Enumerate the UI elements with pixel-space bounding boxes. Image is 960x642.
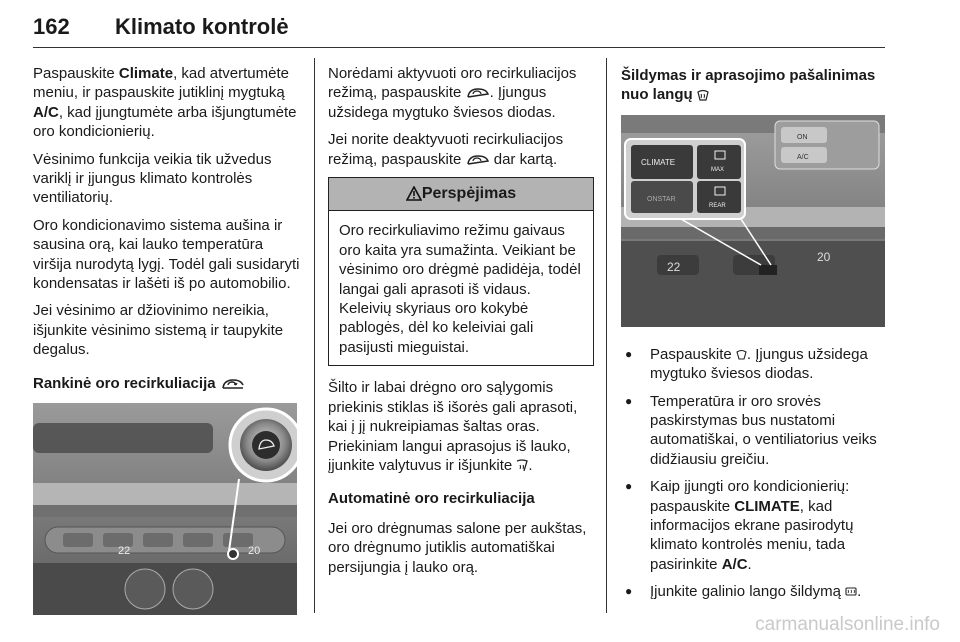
section-heading: Rankinė oro recirkuliacija [33,374,305,393]
warning-header: Perspėjimas [329,178,593,211]
paragraph: Jei norite deaktyvuoti recirkuliacijos režimą, paspauskite dar kartą. [328,131,564,168]
recirculation-icon [466,87,490,99]
button-climate-label: CLIMATE [641,157,676,167]
column-1 [33,64,305,615]
column-2 [328,64,594,585]
defrost-controls-photo [621,115,885,327]
list-item: ● Įjunkite galinio lango šildymą . [621,582,886,601]
chapter-title: Klimato kontrolė [115,14,289,39]
paragraph: Oro kondicionavimo sistema aušina ir sausina orą, kai lauko temperatūra viršija nurodytą lygį. Todėl gali susidaryti kondensatas ir lašėti iš po automobilio. [33,216,300,293]
watermark: carmanualsonline.info [755,614,940,635]
temp-left-label: 22 [118,545,131,558]
front-defrost-icon [736,349,747,361]
list-item: ● Paspauskite . Įjungus užsidega mygtuko šviesos diodas. [621,345,886,384]
paragraph: Vėsinimo funkcija veikia tik užvedus variklį ir įjungus klimato kontrolės ventiliatorių. [33,150,272,207]
paragraph: Paspauskite Climate, kad atvertumėte meniu, ir paspauskite jutiklinį mygtuką A/C, kad įjungtumėte arba išjungtumėte oro kondicionierių. [33,65,297,141]
header-divider [33,47,885,48]
column-3 [621,64,886,610]
column-divider [606,58,607,613]
list-item: ● Kaip įjungti oro kondicionierių: paspauskite CLIMATE, kad informacijos ekrane pasirodytų klimato kontrolės meniu, tada pasirinkite A/C. [621,477,886,574]
warning-box [328,177,594,366]
button-max-label: MAX [711,166,725,173]
list-item: ● Temperatūra ir oro srovės paskirstymas bus nustatomi automatiškai, o ventiliatorius veiks didžiausiu greičiu. [621,392,886,470]
temp-right-label: 20 [248,545,261,558]
paragraph: Šilto ir labai drėgno oro sąlygomis priekinis stiklas iš išorės gali aprasoti, kai į jį nukreipiamas šaltas oras. Priekiniam langui aprasojus iš lauko, įjunkite valytuvus ir išjunkite . [328,379,578,474]
recirculation-icon [466,154,490,166]
rear-window-heating-icon [845,586,857,598]
paragraph: Jei oro drėgnumas salone per aukštas, oro drėgnumo jutiklis automatiškai persijungia į lauko orą. [328,519,587,576]
page-number: 162 [33,14,70,39]
climate-control-photo [33,403,297,615]
temp-right-label: 20 [817,249,831,264]
recirculation-icon [220,377,246,391]
section-heading: Automatinė oro recirkuliacija [328,490,535,508]
section-heading: Šildymas ir aprasojimo pašalinimas nuo langų [621,67,876,104]
page-header [33,6,885,48]
button-onstar-label: ONSTAR [647,195,676,203]
button-on-label: ON [797,133,808,141]
warning-text: Oro recirkuliavimo režimu gaivaus oro kaita yra sumažinta. Veikiant be vėsinimo oro drėgmė padidėja, todėl langai gali aprasoti iš vidaus. Keleivių skyriaus oro kokybė pablogės, dėl ko keleiviai gali pasijusti mieguistai. [339,222,581,356]
front-defrost-icon [697,89,709,102]
front-defrost-icon [516,459,528,473]
paragraph: Jei vėsinimo ar džiovinimo nereikia, išjunkite vėsinimo sistemą ir taupykite degalus. [33,302,284,359]
instruction-list [621,345,886,602]
button-rear-label: REAR [709,202,726,209]
column-divider [314,58,315,613]
button-ac-label: A/C [797,153,809,161]
temp-left-label: 22 [667,259,681,274]
paragraph: Norėdami aktyvuoti oro recirkuliacijos režimą, paspauskite . Įjungus užsidega mygtuko šviesos diodas. [328,65,577,121]
warning-triangle-icon [406,186,422,201]
